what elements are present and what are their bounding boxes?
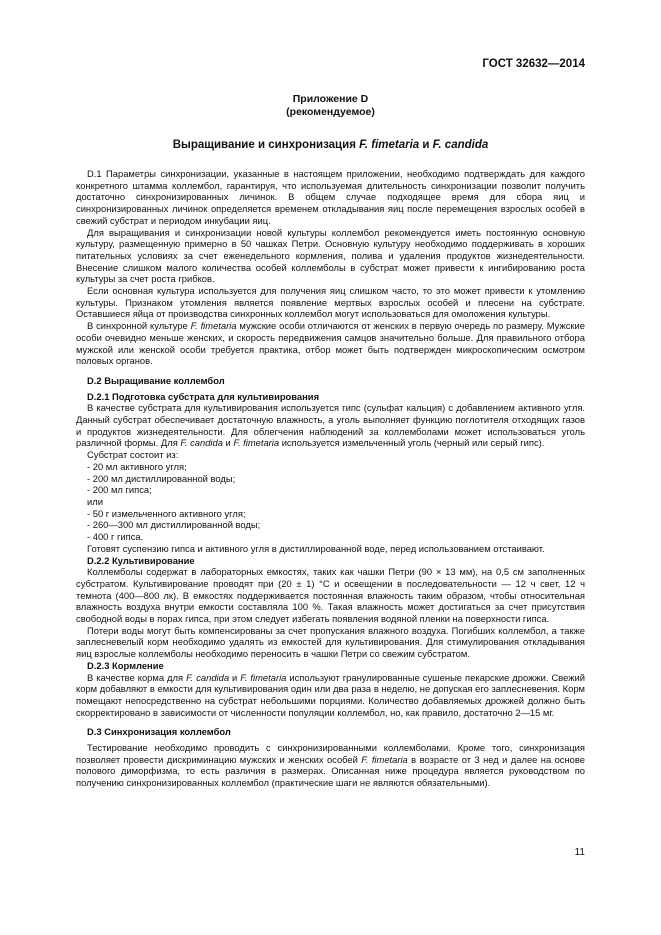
section-heading-d21: D.2.1 Подготовка субстрата для культивирования [87, 390, 320, 402]
paragraph: Субстрат состоит из: [87, 449, 179, 461]
paragraph: Тестирование необходимо проводить с синхронизированными коллемболами. Кроме того, синхронизация позволяет провести дискриминацию мужских и женских особей F. fimetaria в возрасте от 3 нед и далее на основе полового диморфизма, то есть различия в размерах. Описанная ниже процедура является руководством по получению синхронизированных коллембол (практические шаги не являются обязательными). [76, 742, 585, 789]
list-item: - 20 мл активного угля; [87, 460, 187, 472]
paragraph: В синхронной культуре F. fimetaria мужские особи отличаются от женских в первую очередь по размеру. Мужские особи очевидно меньше женских, и скорость передвижения самцов значительно больше. Для правильного отбора мужской или женской особи требуется практика, отбор может быть подтвержден микроскопическим осмотром половых органов. [76, 320, 585, 367]
annex-title: Приложение D [292, 93, 369, 105]
page-title: Выращивание и синхронизация F. fimetaria и F. candida [172, 139, 489, 151]
list-item: - 200 мл гипса; [87, 484, 152, 496]
annex-subtitle: (рекомендуемое) [286, 105, 375, 118]
section-heading-d2: D.2 Выращивание коллембол [87, 374, 225, 386]
list-item: - 50 г измельченного активного угля; [87, 507, 246, 519]
section-heading-d3: D.3 Синхронизация коллембол [87, 726, 231, 738]
paragraph: Для выращивания и синхронизации новой культуры коллембол рекомендуется иметь постоянную основную культуру, размещенную примерно в 50 чашках Петри. Основную культуру необходимо поддерживать в хороших питательных условиях за счет еженедельного кормления, полива и удаления продуктов жизнедеятельности. Внесение слишком малого количества особей коллемболы в субстрат может привести к ингибированию роста культуры за счет роста грибков. [76, 226, 585, 285]
paragraph: В качестве корма для F. candida и F. fimetaria используют гранулированные сушеные пекарские дрожжи. Свежий корм добавляют в емкости для культивирования один или два раза в неделю, не допуская его заплесневения. Корм помещают непосредственно на субстрат небольшими порциями. Количество добавляемых дрожжей должно быть скорректировано в зависимости от численности популяции коллембол, но, как правило, достаточно 2—15 мг. [76, 671, 585, 718]
paragraph: Готовят суспензию гипса и активного угля в дистиллированной воде, перед использованием отстаивают. [87, 542, 545, 554]
paragraph: Коллемболы содержат в лабораторных емкостях, таких как чашки Петри (90 × 13 мм), на 0,5 см заполненных субстратом. Культивирование проводят при (20 ± 1) °С и освещении в последовательности — 12 ч свет, 12 ч темнота (400—800 лк). В емкостях поддерживается постоянная влажность таким образом, чтобы относительная влажность воздуха внутри емкости составляла 100 %. Такая влажность может достигаться за счет присутствия свободной воды в порах гипса, при этом следует избегать появления водяной пленки на поверхности гипса. [76, 566, 585, 625]
list-item: - 260—300 мл дистиллированной воды; [87, 519, 261, 531]
paragraph: В качестве субстрата для культивирования используется гипс (сульфат кальция) с добавлением активного угля. Данный субстрат обеспечивает достаточную влажность, а уголь выполняет функцию поглотителя отходящих газов и продуктов жизнедеятельности. Для облегчения наблюдений за коллемболами может использоваться уголь различной формы. Для F. candida и F. fimetaria используется измельченный уголь (черный или серый гипс). [76, 402, 585, 449]
section-heading-d23: D.2.3 Кормление [87, 659, 164, 671]
page-number: 11 [574, 847, 585, 858]
body-text [76, 168, 585, 789]
paragraph: Потери воды могут быть компенсированы за счет пропускания влажного воздуха. Погибших коллембол, а также заплесневелый корм необходимо удалять из емкостей для культивирования. Для стимулирования откладывания яиц взрослые коллемболы необходимо переносить в чашки Петри со свежим субстратом. [76, 624, 585, 660]
list-item: - 400 г гипса. [87, 531, 144, 543]
paragraph-d1: D.1 Параметры синхронизации, указанные в настоящем приложении, необходимо подтверждать для каждого конкретного штамма коллембол, гарантируя, что используемая длительность синхронизации позволит получить достаточно синхронизированных личинок. В общем случае подходящее время для сбора яиц и синхронизированных личинок определяется временем откладывания яиц после перемещения взрослых особей в свежий субстрат и периодом инкубации яиц. [76, 168, 585, 226]
list-item: - 200 мл дистиллированной воды; [87, 472, 236, 484]
paragraph: Если основная культура используется для получения яиц слишком часто, то это может привести к утомлению культуры. Признаком утомления является появление мертвых взрослых особей и плесени на субстрате. Оставшиеся яйца от производства синхронных коллембол могут использоваться для омоложения культуры. [76, 285, 585, 320]
section-heading-d22: D.2.2 Культивирование [87, 554, 195, 566]
annex-heading [0, 93, 661, 118]
standard-number: ГОСТ 32632—2014 [482, 58, 585, 70]
list-separator: или [87, 495, 103, 507]
